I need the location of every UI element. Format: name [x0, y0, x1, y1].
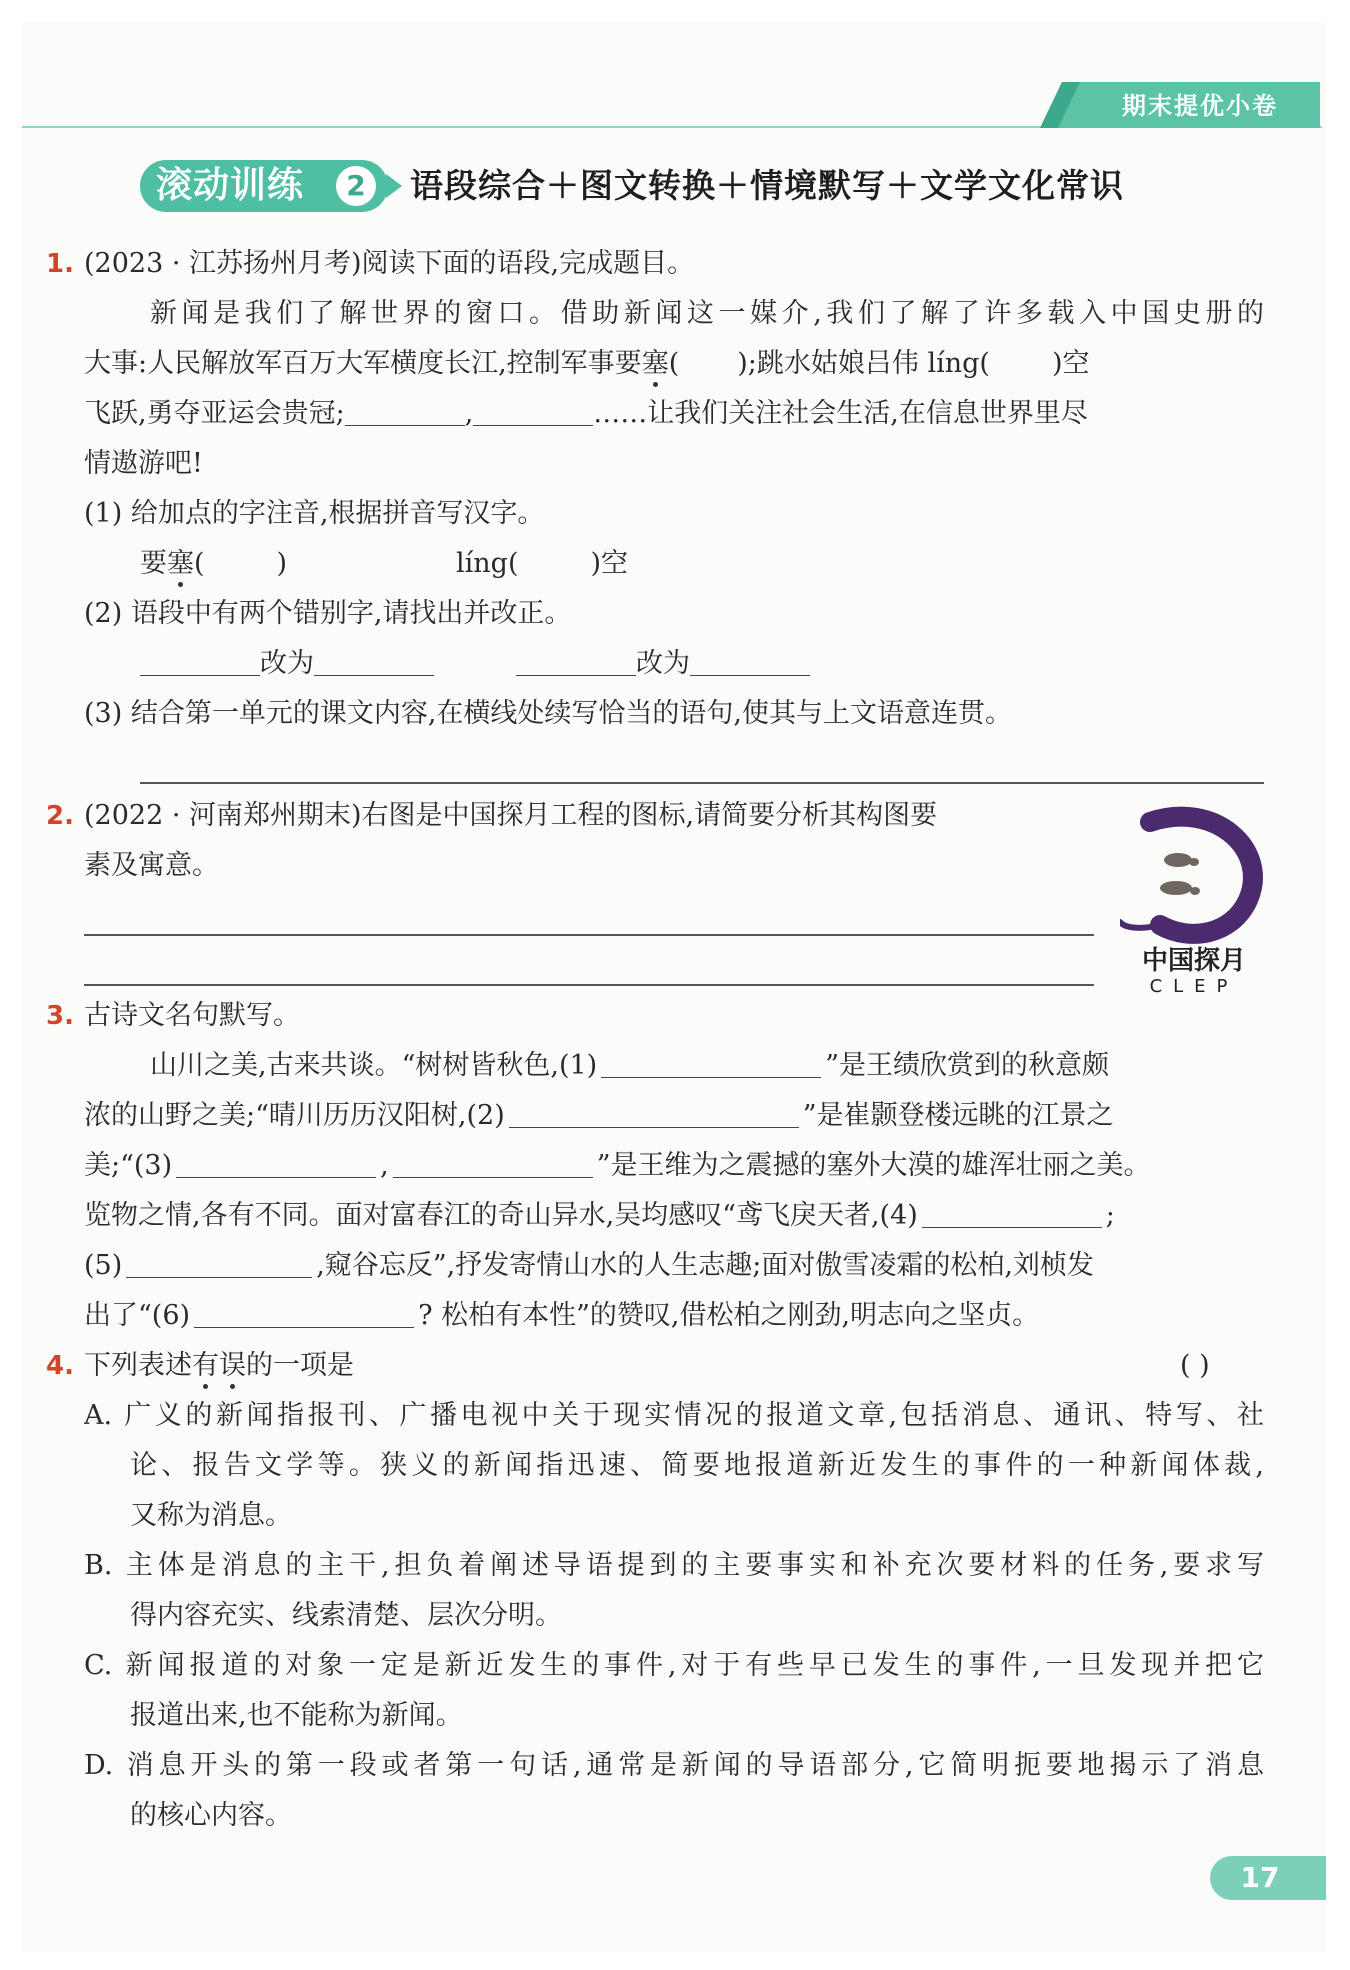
banner-number: 2 — [336, 166, 376, 206]
q3-blank-4[interactable] — [922, 1197, 1102, 1228]
q3-line-2: 浓的山野之美;“晴川历历汉阳树,(2) ”是崔颢登楼远眺的江景之 — [84, 1096, 1114, 1136]
banner-arrow-icon — [386, 174, 402, 198]
q2-answer-line-1[interactable] — [84, 934, 1094, 936]
q4-option-a-line-2: 论、报告文学等。狭义的新闻指迅速、简要地报道新近发生的事件的一种新闻体裁, — [130, 1450, 1264, 1481]
q3-blank-3b[interactable] — [393, 1147, 593, 1178]
clep-logo-chinese: 中国探月 — [1141, 946, 1246, 976]
q4-option-b-line-2: 得内容充实、线索清楚、层次分明。 — [130, 1600, 562, 1631]
q1-subquestion-1: (1) 给加点的字注音,根据拼音写汉字。 — [84, 498, 545, 529]
q4-answer-bracket[interactable]: ( ) — [1180, 1350, 1210, 1381]
q3-line-3: 美;“(3) , ”是王维为之震撼的塞外大漠的雄浑壮丽之美。 — [84, 1146, 1151, 1186]
q1-sub1-item-b: líng( )空 — [456, 548, 629, 579]
wrong-char-blank-2[interactable] — [516, 645, 636, 676]
q1-paragraph-line-4: 情遨游吧! — [84, 448, 203, 479]
q2-answer-line-2[interactable] — [84, 984, 1094, 986]
q3-blank-2[interactable] — [509, 1097, 799, 1128]
question-4-stem: 下列表述有误的一项是 — [84, 1350, 354, 1381]
q1-sub2-correction-1: 改为 — [140, 644, 434, 684]
q3-blank-1[interactable] — [601, 1047, 821, 1078]
question-3-title: 古诗文名句默写。 — [84, 1000, 300, 1031]
q1-sub1-item-a: 要塞( ) — [140, 548, 288, 579]
section-tag: 期末提优小卷 — [1122, 92, 1278, 120]
right-char-blank-2[interactable] — [690, 645, 810, 676]
q4-option-d-line-1: D. 消息开头的第一段或者第一句话,通常是新闻的导语部分,它简明扼要地揭示了消息 — [84, 1750, 1264, 1781]
q1-subquestion-2: (2) 语段中有两个错别字,请找出并改正。 — [84, 598, 572, 629]
question-4-number: 4. — [46, 1351, 74, 1381]
emphasis-dot-char: 塞 — [641, 348, 669, 379]
clep-logo-english: CLEP — [1149, 976, 1239, 997]
q3-blank-6[interactable] — [194, 1297, 414, 1328]
q3-line-1: 山川之美,古来共谈。“树树皆秋色,(1) ”是王绩欣赏到的秋意颇 — [150, 1046, 1109, 1086]
q4-option-c-line-1: C. 新闻报道的对象一定是新近发生的事件,对于有些早已发生的事件,一旦发现并把它 — [84, 1650, 1264, 1681]
q4-option-b-line-1: B. 主体是消息的主干,担负着阐述导语提到的主要事实和补充次要材料的任务,要求写 — [84, 1550, 1264, 1581]
question-3-number: 3. — [46, 1001, 74, 1031]
q3-line-5: (5) ,窥谷忘反”,抒发寄情山水的人生志趣;面对傲雪凌霜的松柏,刘桢发 — [84, 1246, 1094, 1286]
q1-sub2-correction-2: 改为 — [516, 644, 810, 684]
q1-subquestion-3: (3) 结合第一单元的课文内容,在横线处续写恰当的语句,使其与上文语意连贯。 — [84, 698, 1012, 729]
q3-blank-3a[interactable] — [176, 1147, 376, 1178]
q1-paragraph-line-1: 新闻是我们了解世界的窗口。借助新闻这一媒介,我们了解了许多载入中国史册的 — [150, 298, 1264, 329]
question-2-text-line-1: (2022 · 河南郑州期末)右图是中国探月工程的图标,请简要分析其构图要 — [84, 800, 938, 831]
banner-title: 语段综合＋图文转换＋情境默写＋文学文化常识 — [410, 166, 1124, 205]
q1-paragraph-line-3: 飞跃,勇夺亚运会贵冠; , ……让我们关注社会生活,在信息世界里尽 — [84, 394, 1088, 434]
q3-line-4: 览物之情,各有不同。面对富春江的奇山异水,吴均感叹“鸢飞戾天者,(4) ; — [84, 1196, 1115, 1236]
q4-option-c-line-2: 报道出来,也不能称为新闻。 — [130, 1700, 463, 1731]
q3-blank-5[interactable] — [126, 1247, 312, 1278]
wrong-char-blank-1[interactable] — [140, 645, 260, 676]
q1-continue-blank-2[interactable] — [473, 395, 593, 426]
q4-option-a-line-1: A. 广义的新闻指报刊、广播电视中关于现实情况的报道文章,包括消息、通讯、特写、社 — [84, 1400, 1264, 1431]
page-number: 17 — [1240, 1861, 1280, 1894]
question-2-number: 2. — [46, 801, 74, 831]
banner-label: 滚动训练 — [156, 165, 305, 206]
q1-paragraph-line-2: 大事:人民解放军百万大军横度长江,控制军事要塞( );跳水姑娘吕伟 líng( )空 — [84, 348, 1090, 379]
q1-continue-blank-1[interactable] — [345, 395, 465, 426]
q3-line-6: 出了“(6) ? 松柏有本性”的赞叹,借松柏之刚劲,明志向之坚贞。 — [84, 1296, 1039, 1336]
q1-sub3-answer-line[interactable] — [140, 782, 1264, 784]
right-char-blank-1[interactable] — [314, 645, 434, 676]
question-1-number: 1. — [46, 249, 74, 279]
q4-option-a-line-3: 又称为消息。 — [130, 1500, 292, 1531]
q4-option-d-line-2: 的核心内容。 — [130, 1800, 292, 1831]
question-2-text-line-2: 素及寓意。 — [84, 850, 219, 881]
question-1-source: (2023 · 江苏扬州月考)阅读下面的语段,完成题目。 — [84, 248, 695, 279]
